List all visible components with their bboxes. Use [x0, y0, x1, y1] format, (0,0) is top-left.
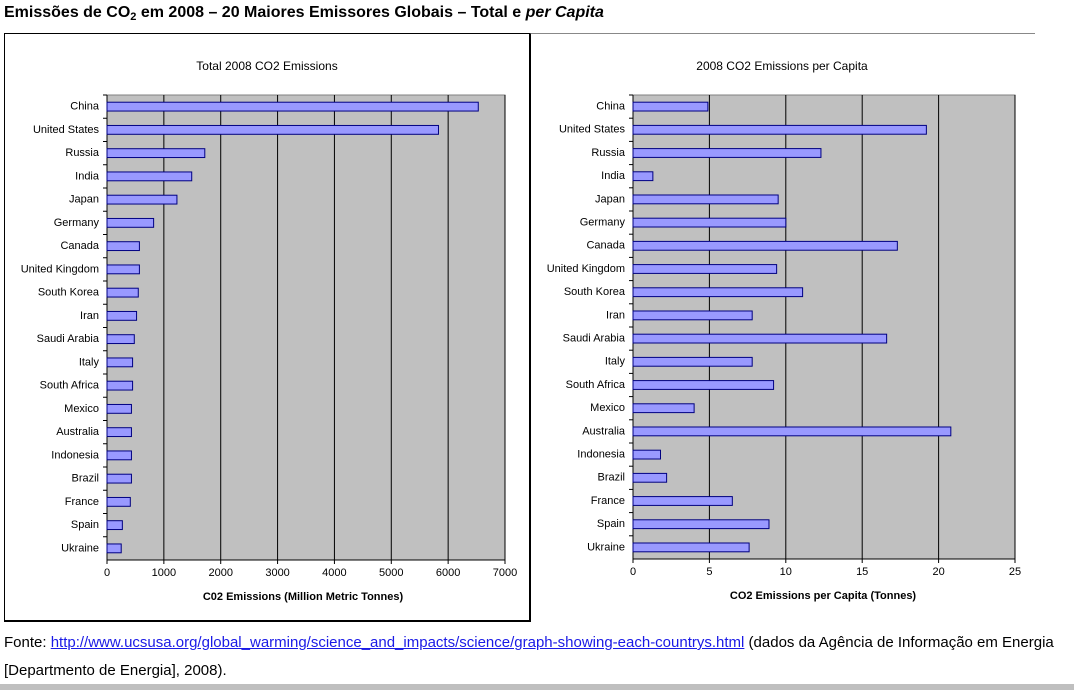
category-label: Australia	[56, 426, 99, 439]
category-label: Spain	[70, 519, 99, 532]
x-tick-label: 5000	[379, 567, 404, 579]
category-label: Iran	[80, 309, 99, 322]
category-label: Brazil	[597, 471, 625, 484]
bar-spain	[633, 520, 769, 529]
bar-spain	[107, 521, 122, 530]
category-label: Saudi Arabia	[562, 332, 625, 345]
bar-indonesia	[633, 450, 661, 459]
per-capita-emissions-chart-panel	[530, 33, 1035, 620]
category-label: South Africa	[565, 378, 625, 391]
bar-japan	[633, 195, 778, 204]
bar-france	[633, 497, 732, 506]
bar-united-states	[633, 125, 926, 134]
bar-australia	[107, 428, 131, 437]
bar-saudi-arabia	[107, 335, 134, 344]
bar-united-states	[107, 125, 438, 134]
x-tick-label: 1000	[151, 567, 177, 579]
category-label: Canada	[586, 239, 625, 252]
bar-south-korea	[633, 288, 803, 297]
bar-brazil	[633, 473, 667, 482]
x-tick-label: 6000	[435, 567, 461, 579]
x-axis-label: C02 Emissions (Million Metric Tonnes)	[202, 591, 404, 603]
x-tick-label: 15	[856, 566, 869, 578]
plot-area	[633, 95, 1015, 559]
x-tick-label: 5	[706, 566, 713, 578]
category-label: Italy	[78, 356, 99, 369]
category-label: United Kingdom	[20, 263, 99, 276]
category-label: Mexico	[590, 402, 625, 415]
bar-china	[633, 102, 708, 111]
bar-china	[107, 102, 478, 111]
category-label: United States	[32, 123, 99, 136]
bar-france	[107, 497, 130, 506]
bar-germany	[107, 218, 154, 227]
category-label: India	[75, 170, 99, 183]
bar-japan	[107, 195, 177, 204]
bar-mexico	[107, 404, 131, 413]
bar-russia	[107, 149, 205, 158]
category-label: Russia	[65, 147, 99, 160]
x-tick-label: 3000	[265, 567, 290, 579]
bar-united-kingdom	[107, 265, 139, 274]
bar-ukraine	[633, 543, 749, 552]
x-tick-label: 4000	[322, 567, 347, 579]
category-label: France	[590, 494, 625, 507]
category-label: South Africa	[39, 379, 99, 392]
bar-australia	[633, 427, 951, 436]
total-emissions-chart-panel	[4, 33, 531, 622]
category-label: Brazil	[71, 472, 99, 485]
category-label: United States	[558, 123, 625, 136]
category-label: Japan	[69, 193, 99, 206]
source-link[interactable]: http://www.ucsusa.org/global_warming/science_and_impacts/science/graph-showing-each-countrys.html	[50, 634, 745, 651]
bar-iran	[633, 311, 752, 320]
x-tick-label: 0	[103, 567, 111, 579]
category-label: Indonesia	[51, 449, 99, 462]
category-label: China	[596, 100, 625, 113]
category-label: Germany	[579, 216, 625, 229]
category-label: Mexico	[64, 402, 99, 415]
x-tick-label: 7000	[492, 567, 518, 579]
category-label: Indonesia	[577, 448, 625, 461]
x-tick-label: 0	[629, 566, 637, 578]
chart-title: 2008 CO2 Emissions per Capita	[696, 59, 868, 74]
bar-italy	[633, 357, 752, 366]
bar-indonesia	[107, 451, 131, 460]
category-label: Japan	[595, 193, 625, 206]
bar-iran	[107, 311, 137, 320]
category-label: Ukraine	[61, 542, 99, 555]
bar-saudi-arabia	[633, 334, 887, 343]
bar-canada	[107, 242, 139, 251]
bar-canada	[633, 241, 897, 250]
x-tick-label: 25	[1008, 566, 1022, 578]
category-label: Ukraine	[587, 541, 625, 554]
x-tick-label: 2000	[208, 567, 233, 579]
category-label: India	[601, 170, 625, 183]
bar-united-kingdom	[633, 265, 777, 274]
category-label: South Korea	[563, 286, 625, 299]
bar-south-korea	[107, 288, 138, 297]
bottom-rule	[0, 684, 1074, 690]
page-title: Emissões de CO2 em 2008 – 20 Maiores Emissores Globais – Total e per Capita	[4, 4, 604, 23]
bar-italy	[107, 358, 133, 367]
x-axis-label: CO2 Emissions per Capita (Tonnes)	[729, 590, 917, 602]
bar-india	[107, 172, 192, 181]
bar-germany	[633, 218, 786, 227]
total-emissions-chart	[5, 34, 529, 620]
x-tick-label: 20	[932, 566, 945, 578]
bar-brazil	[107, 474, 131, 483]
bar-south-africa	[107, 381, 133, 390]
category-label: Italy	[604, 355, 625, 368]
x-tick-label: 10	[779, 566, 792, 578]
bar-south-africa	[633, 381, 774, 390]
bar-mexico	[633, 404, 694, 413]
bar-russia	[633, 149, 821, 158]
category-label: Spain	[596, 518, 625, 531]
category-label: France	[64, 495, 99, 508]
chart-title: Total 2008 CO2 Emissions	[196, 59, 338, 74]
category-label: Russia	[591, 146, 625, 159]
per-capita-emissions-chart	[531, 34, 1035, 620]
category-label: Saudi Arabia	[36, 333, 99, 346]
category-label: Germany	[53, 216, 99, 229]
category-label: Iran	[606, 309, 625, 322]
category-label: South Korea	[37, 286, 99, 299]
bar-ukraine	[107, 544, 121, 553]
category-label: Australia	[582, 425, 625, 438]
category-label: Canada	[60, 240, 99, 253]
category-label: United Kingdom	[546, 262, 625, 275]
bar-india	[633, 172, 653, 181]
plot-area	[107, 95, 505, 560]
source-note: Fonte: http://www.ucsusa.org/global_warming/science_and_impacts/science/graph-showing-each-countrys.html (dados da Agência de Informação em Energia [Departmento de Energia], 2008).	[4, 634, 1054, 679]
category-label: China	[70, 100, 99, 113]
